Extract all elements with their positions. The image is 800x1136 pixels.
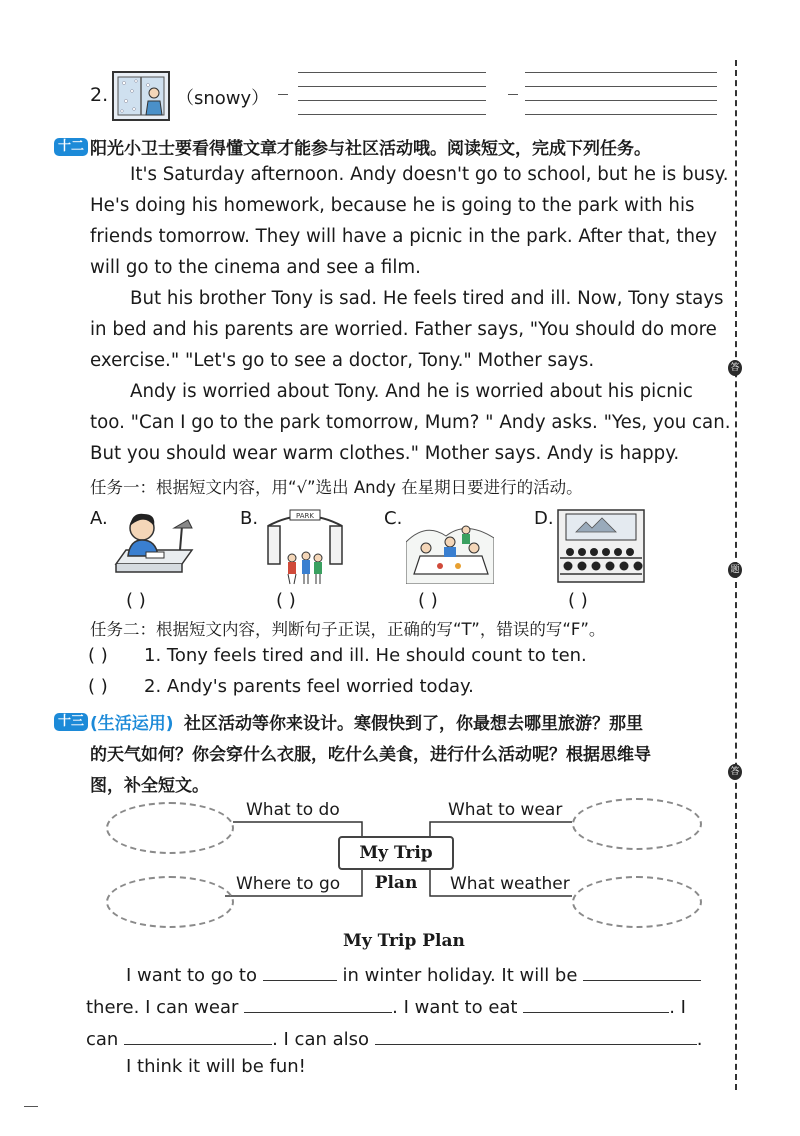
answer-line[interactable] xyxy=(525,86,717,87)
item-number: 2. xyxy=(90,84,109,106)
mindmap-answer-bubble[interactable] xyxy=(572,876,702,928)
essay-blank[interactable] xyxy=(124,1026,272,1045)
mindmap-branch-label: What to wear xyxy=(448,800,563,820)
cinema-illustration-icon xyxy=(556,508,646,584)
passage-line: exercise." "Let's go to see a doctor, Tony." Mother says. xyxy=(90,350,595,371)
statement-bracket[interactable]: ( ) xyxy=(88,645,108,666)
essay-line xyxy=(86,1026,703,1050)
passage-line: too. "Can I go to the park tomorrow, Mum? " Andy asks. "Yes, you can. xyxy=(90,412,731,433)
mindmap-branch-label: Where to go xyxy=(236,874,341,894)
section-instruction: 图，补全短文。 xyxy=(90,776,209,796)
passage-line: He's doing his homework, because he is going to the park with his xyxy=(90,195,695,216)
section-instruction: 的天气如何？你会穿什么衣服，吃什么美食，进行什么活动呢？根据思维导 xyxy=(90,745,651,765)
essay-text: . I can also xyxy=(272,1029,370,1050)
page-corner-mark xyxy=(24,1106,38,1107)
passage-line: But his brother Tony is sad. He feels tired and ill. Now, Tony stays xyxy=(130,288,724,309)
essay-title: My Trip Plan xyxy=(343,931,465,951)
essay-blank[interactable] xyxy=(263,962,337,981)
essay-blank[interactable] xyxy=(583,962,701,981)
park-gate-illustration-icon xyxy=(262,506,348,586)
essay-text: . I xyxy=(669,997,686,1018)
option-letter: C. xyxy=(384,508,403,529)
answer-line[interactable] xyxy=(525,72,717,73)
essay-line xyxy=(126,962,701,986)
section-badge: 十二 xyxy=(54,138,88,156)
margin-mark: 题 xyxy=(728,562,742,578)
answer-line[interactable] xyxy=(508,94,518,95)
weather-word: （snowy） xyxy=(176,88,270,109)
section-badge: 十三 xyxy=(54,713,88,731)
essay-closing: I think it will be fun! xyxy=(126,1056,306,1077)
margin-mark: 答 xyxy=(728,764,742,780)
mindmap-answer-bubble[interactable] xyxy=(572,798,702,850)
task-one-instruction: 任务一：根据短文内容，用“√”选出 Andy 在星期日要进行的活动。 xyxy=(90,478,583,497)
passage-line: Andy is worried about Tony. And he is worried about his picnic xyxy=(130,381,693,402)
essay-text: . xyxy=(696,1029,703,1050)
section-instruction: 阳光小卫士要看得懂文章才能参与社区活动哦。阅读短文，完成下列任务。 xyxy=(90,139,651,159)
essay-text: there. I can wear xyxy=(86,997,239,1018)
essay-blank[interactable] xyxy=(375,1026,697,1045)
answer-line[interactable] xyxy=(298,72,486,73)
essay-text: can xyxy=(86,1029,119,1050)
section-instruction: 社区活动等你来设计。寒假快到了，你最想去哪里旅游？那里 xyxy=(184,714,643,734)
answer-line[interactable] xyxy=(298,86,486,87)
passage-line: But you should wear warm clothes." Mother says. Andy is happy. xyxy=(90,443,680,464)
essay-line xyxy=(86,994,686,1018)
statement-text: 1. Tony feels tired and ill. He should count to ten. xyxy=(144,645,587,666)
mindmap-branch-label: What to do xyxy=(246,800,340,820)
answer-line[interactable] xyxy=(278,94,288,95)
option-bracket[interactable]: ( ) xyxy=(418,590,438,611)
statement-bracket[interactable]: ( ) xyxy=(88,676,108,697)
answer-line[interactable] xyxy=(525,100,717,101)
mindmap-branch-label: What weather xyxy=(450,874,570,894)
essay-text: . I want to eat xyxy=(392,997,518,1018)
passage-line: friends tomorrow. They will have a picnic in the park. After that, they xyxy=(90,226,717,247)
essay-text: in winter holiday. It will be xyxy=(342,965,578,986)
section-tag: (生活运用) xyxy=(90,714,174,734)
snowy-window-illustration xyxy=(112,71,170,121)
answer-line[interactable] xyxy=(298,114,486,115)
answer-line[interactable] xyxy=(525,114,717,115)
answer-line[interactable] xyxy=(298,100,486,101)
statement-text: 2. Andy's parents feel worried today. xyxy=(144,676,474,697)
passage-line: will go to the cinema and see a film. xyxy=(90,257,421,278)
passage-line: It's Saturday afternoon. Andy doesn't go to school, but he is busy. xyxy=(130,164,729,185)
option-letter: A. xyxy=(90,508,108,529)
option-bracket[interactable]: ( ) xyxy=(126,590,146,611)
passage-line: in bed and his parents are worried. Father says, "You should do more xyxy=(90,319,717,340)
option-bracket[interactable]: ( ) xyxy=(276,590,296,611)
option-letter: B. xyxy=(240,508,259,529)
park-sign: PARK xyxy=(295,512,315,520)
option-bracket[interactable]: ( ) xyxy=(568,590,588,611)
mindmap-answer-bubble[interactable] xyxy=(106,802,234,854)
mindmap-center: My Trip Plan xyxy=(338,836,454,870)
essay-blank[interactable] xyxy=(523,994,669,1013)
homework-illustration-icon xyxy=(112,506,198,582)
mindmap-answer-bubble[interactable] xyxy=(106,876,234,928)
essay-text: I want to go to xyxy=(126,965,257,986)
task-two-instruction: 任务二：根据短文内容，判断句子正误，正确的写“T”，错误的写“F”。 xyxy=(90,620,606,639)
option-letter: D. xyxy=(534,508,554,529)
essay-blank[interactable] xyxy=(244,994,392,1013)
picnic-illustration-icon xyxy=(406,512,494,584)
margin-mark: 答 xyxy=(728,360,742,376)
